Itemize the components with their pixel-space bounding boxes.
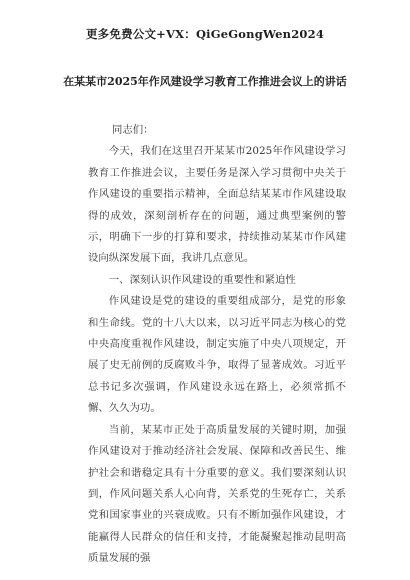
section-heading: 一、深刻认识作风建设的重要性和紧迫性 — [108, 273, 296, 286]
paragraph: 作风建设是党的建设的重要组成部分，是党的形象和生命线。党的十八大以来，以习近平同志为核心的党中央高度重视作风建设，制定实施了中央八项规定，开展了史无前例的反腐败斗争，取得了显著成效。习近平总书记多次强调，作风建设永远在路上，必须常抓不懈、久久为功。 — [88, 295, 346, 415]
salutation: 同志们： — [112, 124, 154, 136]
header-watermark-text: 更多免费公文+VX：QiGeGongWen2024 — [85, 27, 325, 41]
document-body — [88, 120, 346, 570]
paragraph-intro: 今天，我们在这里召开某某市2025年作风建设学习教育工作推进会议，主要任务是深入学习贯彻中央关于作风建设的重要指示精神，全面总结某某市作风建设取得的成效，深刻剖析存在的问题，通过典型案例的警示，明确下一步的打算和要求，持续推动某某市作风建设向纵深发展下面，我讲几点意见。 — [88, 145, 346, 265]
document-title: 在某某市2025年作风建设学习教育工作推进会议上的讲话 — [63, 75, 347, 88]
paragraph: 当前，某某市正处于高质量发展的关键时期，加强作风建设对于推动经济社会发展、保障和改善民生、维护社会和谐稳定具有十分重要的意义。我们要深刻认识到，作风问题关系人心向背，关系党的生死存亡，关系党和国家事业的兴衰成败。只有不断加强作风建设，才能赢得人民群众的信任和支持，才能凝聚起推动昆明高质量发展的强 — [88, 423, 346, 565]
